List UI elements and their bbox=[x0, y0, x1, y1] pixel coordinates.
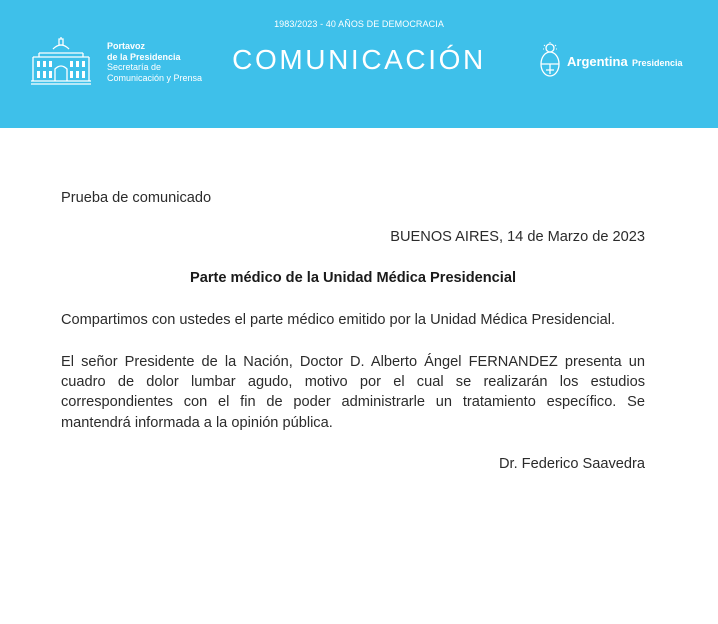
release-title: Parte médico de la Unidad Médica Presidencial bbox=[189, 270, 517, 286]
escudo-argentina-icon bbox=[538, 42, 562, 78]
brand-title: COMUNICACIÓN bbox=[232, 44, 486, 75]
lead-paragraph: Compartimos con ustedes el parte médico emitido por la Unidad Médica Presidencial. bbox=[61, 312, 616, 328]
comunicacion-line: Comunicación y Prensa bbox=[107, 72, 203, 83]
portavoz-line: Portavoz bbox=[107, 41, 146, 51]
signature: Dr. Federico Saavedra bbox=[498, 456, 645, 472]
presidencia-sub: Presidencia bbox=[632, 58, 683, 68]
tagline: 1983/2023 - 40 AÑOS DE DEMOCRACIA bbox=[274, 19, 444, 29]
intro-text: Prueba de comunicado bbox=[61, 190, 212, 206]
place-date: BUENOS AIRES, 14 de Marzo de 2023 bbox=[390, 229, 645, 245]
header-banner bbox=[0, 0, 718, 128]
presidencia-line: de la Presidencia bbox=[107, 51, 181, 62]
secretaria-line: Secretaría de bbox=[107, 62, 162, 72]
argentina-logo bbox=[538, 42, 688, 82]
body-paragraph: El señor Presidente de la Nación, Doctor D. Alberto Ángel FERNANDEZ presenta un cuadro de dolor lumbar agudo, motivo por el cual se realizarán los estudios correspondientes con el fin de poder administrarle un tratamiento específico. Se mantendrá informada a la opinión pública. bbox=[61, 354, 645, 431]
argentina-name: Argentina bbox=[567, 54, 628, 69]
